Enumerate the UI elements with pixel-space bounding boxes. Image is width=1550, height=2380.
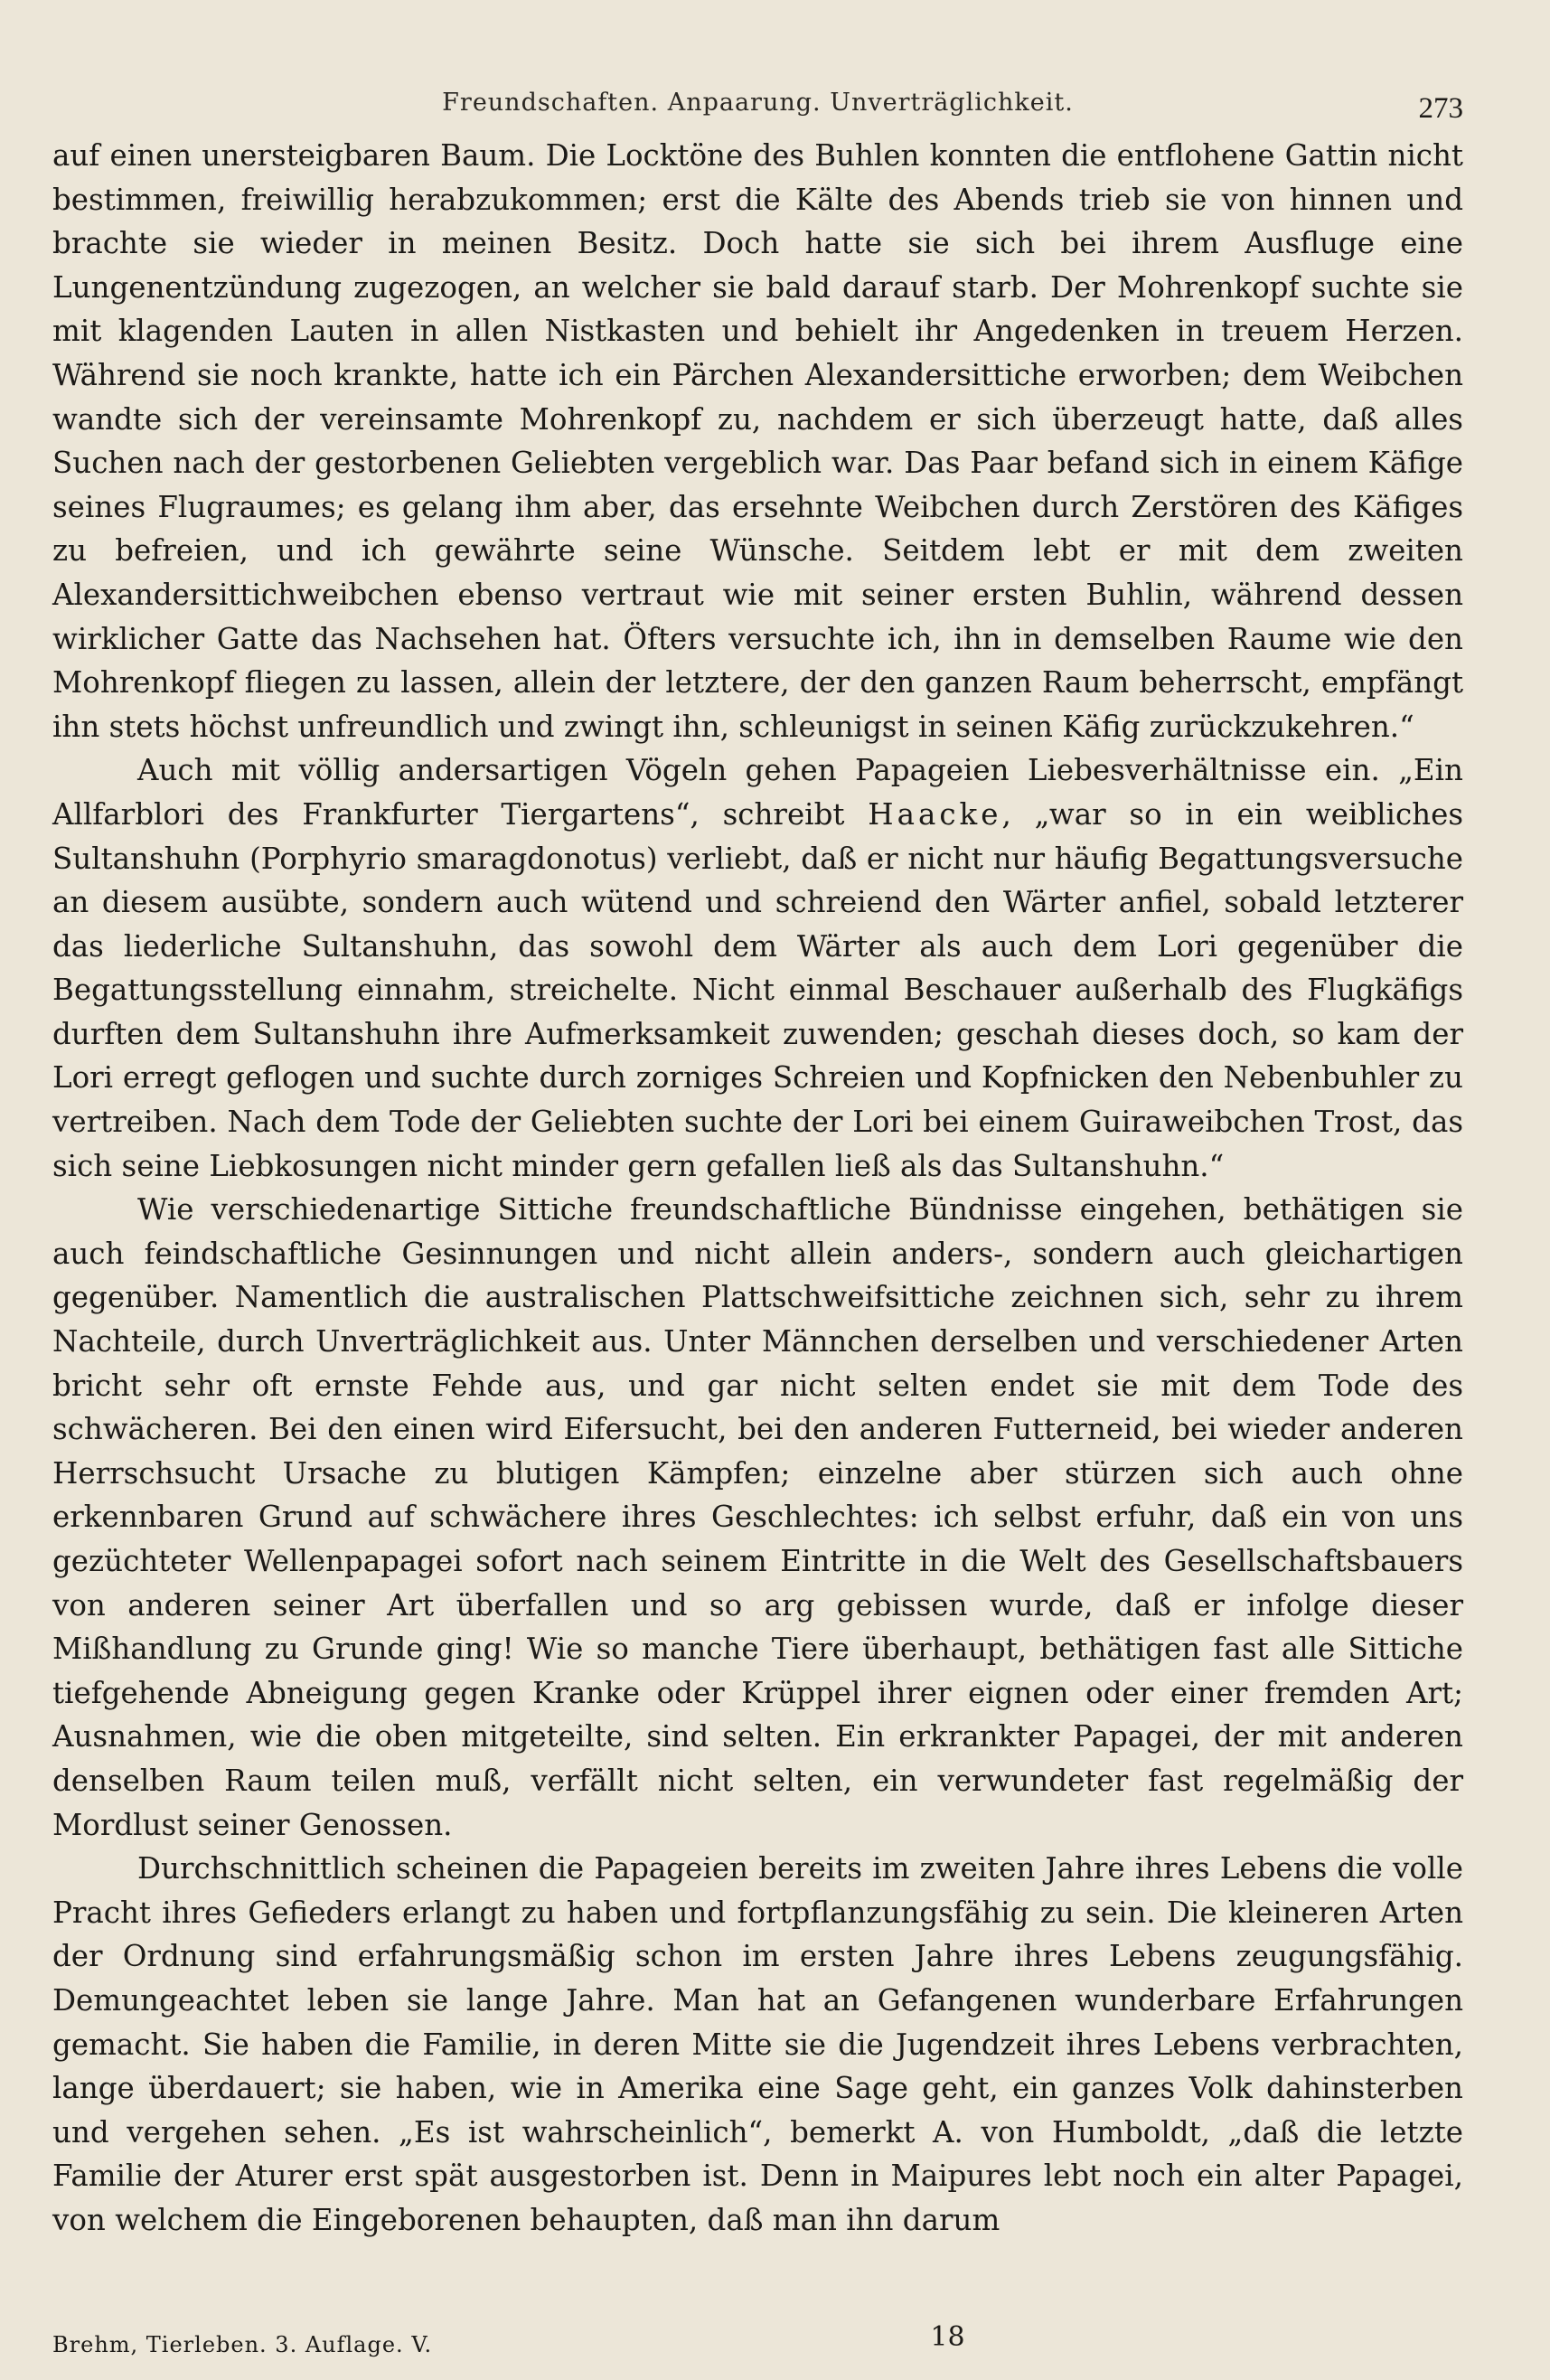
author-name-haacke: Haacke <box>868 796 1002 832</box>
footer-imprint: Brehm, Tierleben. 3. Auflage. V. <box>52 2332 433 2357</box>
paragraph-2-text-after: , „war so in ein weibliches Sultanshuhn (Porphyrio smaragdonotus) verliebt, daß er nicht nur häufig Begattungsversuche an diesem ausübte, sondern auch wütend und schreiend den Wärter anfiel, sobald letzterer das liederliche Sultanshuhn, das sowohl dem Wärter als auch dem Lori gegenüber die Begattungsstellung einnahm, streichelte. Nicht einmal Beschauer außerhalb des Flugkäfigs durften dem Sultanshuhn ihre Aufmerksamkeit zuwenden; geschah dieses doch, so kam der Lori erregt geflogen und suchte durch zorniges Schreien und Kopfnicken den Nebenbuhler zu vertreiben. Nach dem Tode der Geliebten suchte der Lori bei einem Guiraweibchen Trost, das sich seine Liebkosungen nicht minder gern gefallen ließ als das Sultanshuhn.“ <box>52 796 1463 1183</box>
signature-mark: 18 <box>930 2321 965 2353</box>
running-head: Freundschaften. Anpaarung. Unverträglichkeit. <box>442 89 1074 117</box>
paragraph-3: Wie verschiedenartige Sittiche freundschaftliche Bündnisse eingehen, bethätigen sie auch feindschaftliche Gesinnungen und nicht allein anders-, sondern auch gleichartigen gegenüber. Namentlich die australischen Plattschweifsittiche zeichnen sich, sehr zu ihrem Nachteile, durch Unverträglichkeit aus. Unter Männchen derselben und verschiedener Arten bricht sehr oft ernste Fehde aus, und gar nicht selten endet sie mit dem Tode des schwächeren. Bei den einen wird Eifersucht, bei den anderen Futterneid, bei wieder anderen Herrschsucht Ursache zu blutigen Kämpfen; einzelne aber stürzen sich auch ohne erkennbaren Grund auf schwächere ihres Geschlechtes: ich selbst erfuhr, daß ein von uns gezüchteter Wellenpapagei sofort nach seinem Eintritte in die Welt des Gesellschaftsbauers von anderen seiner Art überfallen und so arg gebissen wurde, daß er infolge dieser Mißhandlung zu Grunde ging! Wie so manche Tiere überhaupt, bethätigen fast alle Sittiche tiefgehende Abneigung gegen Kranke oder Krüppel ihrer eignen oder einer fremden Art; Ausnahmen, wie die oben mitgeteilte, sind selten. Ein erkrankter Papagei, der mit anderen denselben Raum teilen muß, verfällt nicht selten, ein verwundeter fast regelmäßig der Mordlust seiner Genossen. <box>52 1192 1463 1842</box>
paragraph-2-text-before: Auch mit völlig andersartigen Vögeln gehen Papageien Liebesverhältnisse ein. „Ein Allfarblori des Frankfurter Tiergartens“, schreibt <box>52 753 1463 832</box>
body-text <box>52 134 1463 2243</box>
paragraph-1: auf einen unersteigbaren Baum. Die Locktöne des Buhlen konnten die entflohene Gattin nicht bestimmen, freiwillig herabzukommen; erst die Kälte des Abends trieb sie von hinnen und brachte sie wieder in meinen Besitz. Doch hatte sie sich bei ihrem Ausfluge eine Lungenentzündung zugezogen, an welcher sie bald darauf starb. Der Mohrenkopf suchte sie mit klagenden Lauten in allen Nistkasten und behielt ihr Angedenken in treuem Herzen. Während sie noch krankte, hatte ich ein Pärchen Alexandersittiche erworben; dem Weibchen wandte sich der vereinsamte Mohrenkopf zu, nachdem er sich überzeugt hatte, daß alles Suchen nach der gestorbenen Geliebten vergeblich war. Das Paar befand sich in einem Käfige seines Flugraumes; es gelang ihm aber, das ersehnte Weibchen durch Zerstören des Käfiges zu befreien, und ich gewährte seine Wünsche. Seitdem lebt er mit dem zweiten Alexandersittichweibchen ebenso vertraut wie mit seiner ersten Buhlin, während dessen wirklicher Gatte das Nachsehen hat. Öfters versuchte ich, ihn in demselben Raume wie den Mohrenkopf fliegen zu lassen, allein der letztere, der den ganzen Raum beherrscht, empfängt ihn stets höchst unfreundlich und zwingt ihn, schleunigst in seinen Käfig zurückzukehren.“ <box>52 138 1463 744</box>
paragraph-4: Durchschnittlich scheinen die Papageien bereits im zweiten Jahre ihres Lebens die volle Pracht ihres Gefieders erlangt zu haben und fortpflanzungsfähig zu sein. Die kleineren Arten der Ordnung sind erfahrungsmäßig schon im ersten Jahre ihres Lebens zeugungsfähig. Demungeachtet leben sie lange Jahre. Man hat an Gefangenen wunderbare Erfahrungen gemacht. Sie haben die Familie, in deren Mitte sie die Jugendzeit ihres Lebens verbrachten, lange überdauert; sie haben, wie in Amerika eine Sage geht, ein ganzes Volk dahinsterben und vergehen sehen. „Es ist wahrscheinlich“, bemerkt A. von Humboldt, „daß die letzte Familie der Aturer erst spät ausgestorben ist. Denn in Maipures lebt noch ein alter Papagei, von welchem die Eingeborenen behaupten, daß man ihn darum <box>52 1851 1463 2237</box>
paragraph-2 <box>52 748 1463 1188</box>
page-header <box>52 71 1463 134</box>
page-footer <box>52 2321 1463 2357</box>
page-number: 273 <box>1418 92 1463 125</box>
